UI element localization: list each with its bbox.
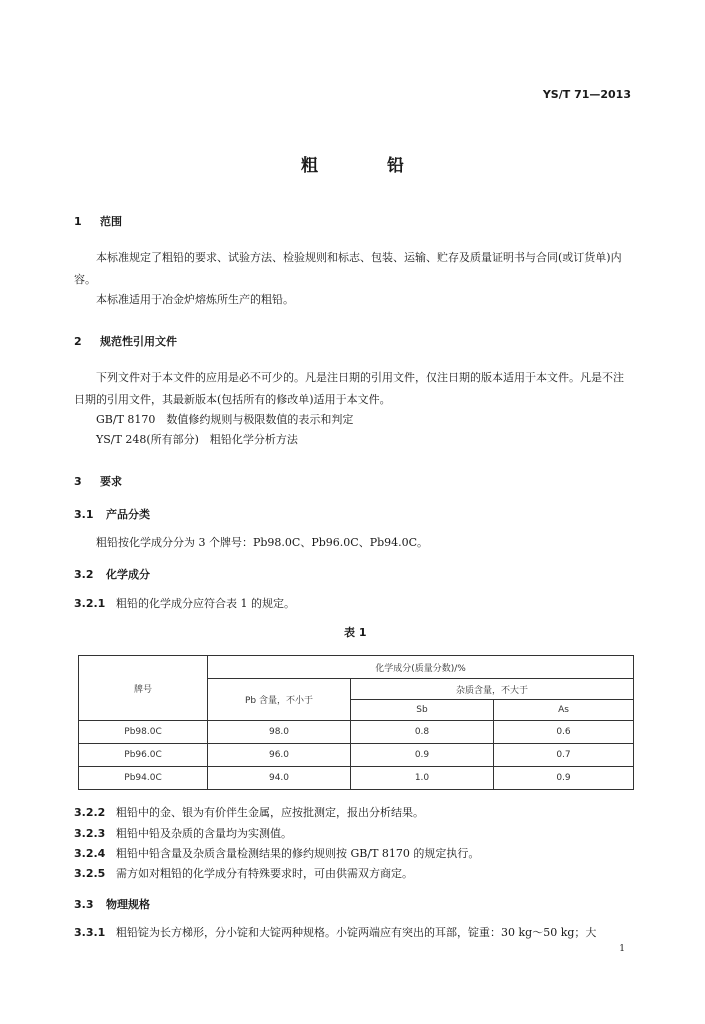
title-char-1: 粗	[301, 156, 318, 176]
clause-3-2-1	[74, 595, 295, 611]
clause-number: 3.2.4	[74, 847, 106, 860]
clause-text: 需方如对粗铅的化学成分有特殊要求时，可由供需双方商定。	[116, 867, 413, 880]
table-row	[79, 721, 634, 744]
section-3-1-paragraph: 粗铅按化学成分分为 3 个牌号：Pb98.0C、Pb96.0C、Pb94.0C。	[96, 536, 429, 549]
section-1-paragraph-1: 本标准规定了粗铅的要求、试验方法、检验规则和标志、包装、运输、贮存及质量证明书与合同(或订货单)内容。	[74, 251, 622, 286]
cell-as: 0.9	[494, 767, 634, 790]
cell-pb: 96.0	[208, 744, 351, 767]
section-1-heading	[74, 213, 122, 229]
header-chemical-composition: 化学成分(质量分数)/%	[208, 656, 634, 679]
clause-3-2-2	[74, 804, 424, 820]
clause-number: 3.2.2	[74, 806, 106, 819]
section-1-paragraph-2: 本标准适用于冶金炉熔炼所生产的粗铅。	[96, 293, 294, 306]
cell-sb: 1.0	[351, 767, 494, 790]
page-number: 1	[619, 944, 625, 954]
chemical-composition-table	[78, 655, 634, 790]
clause-number: 3.2.5	[74, 867, 106, 880]
section-title: 要求	[100, 475, 122, 488]
clause-text: 粗铅中铅含量及杂质含量检测结果的修约规则按 GB/T 8170 的规定执行。	[116, 847, 480, 860]
cell-grade: Pb96.0C	[79, 744, 208, 767]
clause-text: 粗铅的化学成分应符合表 1 的规定。	[116, 597, 295, 610]
clause-number: 3.2.3	[74, 827, 106, 840]
section-title: 范围	[100, 215, 122, 228]
header-as: As	[494, 700, 634, 721]
cell-sb: 0.8	[351, 721, 494, 744]
clause-number: 3.3.1	[74, 926, 106, 939]
cell-grade: Pb94.0C	[79, 767, 208, 790]
cell-pb: 94.0	[208, 767, 351, 790]
section-number: 3	[74, 475, 82, 488]
clause-3-2-5	[74, 865, 413, 881]
table-row	[79, 744, 634, 767]
table-row	[79, 767, 634, 790]
title-char-2: 铅	[387, 156, 404, 176]
section-2-heading	[74, 333, 177, 349]
section-2-paragraph-1: 下列文件对于本文件的应用是必不可少的。凡是注日期的引用文件，仅注日期的版本适用于本文件。凡是不注日期的引用文件，其最新版本(包括所有的修改单)适用于本文件。	[74, 371, 624, 406]
cell-as: 0.6	[494, 721, 634, 744]
document-code: YS/T 71—2013	[542, 88, 631, 101]
section-3-2-heading	[74, 566, 150, 582]
cell-pb: 98.0	[208, 721, 351, 744]
section-3-1-heading	[74, 506, 150, 522]
header-pb-content: Pb 含量，不小于	[208, 679, 351, 721]
cell-grade: Pb98.0C	[79, 721, 208, 744]
clause-3-2-4	[74, 845, 479, 861]
header-sb: Sb	[351, 700, 494, 721]
clause-number: 3.2.1	[74, 597, 106, 610]
cell-as: 0.7	[494, 744, 634, 767]
reference-2: YS/T 248(所有部分) 粗铅化学分析方法	[96, 433, 298, 446]
section-3-heading	[74, 473, 122, 489]
header-impurity: 杂质含量，不大于	[351, 679, 634, 700]
section-title: 规范性引用文件	[100, 335, 177, 348]
section-title: 产品分类	[106, 508, 150, 521]
section-title: 物理规格	[106, 898, 150, 911]
section-number: 3.3	[74, 898, 94, 911]
header-grade: 牌号	[79, 656, 208, 721]
section-number: 3.2	[74, 568, 94, 581]
clause-text: 粗铅中铅及杂质的含量均为实测值。	[116, 827, 292, 840]
section-number: 3.1	[74, 508, 94, 521]
clause-text: 粗铅锭为长方梯形，分小锭和大锭两种规格。小锭两端应有突出的耳部，锭重：30 kg～50 kg；大	[116, 926, 597, 939]
section-title: 化学成分	[106, 568, 150, 581]
table-caption: 表 1	[344, 626, 367, 639]
section-3-3-heading	[74, 896, 150, 912]
section-number: 1	[74, 215, 82, 228]
section-number: 2	[74, 335, 82, 348]
cell-sb: 0.9	[351, 744, 494, 767]
clause-text: 粗铅中的金、银为有价伴生金属，应按批测定，报出分析结果。	[116, 806, 424, 819]
clause-3-2-3	[74, 825, 292, 841]
clause-3-3-1	[74, 924, 596, 940]
reference-1: GB/T 8170 数值修约规则与极限数值的表示和判定	[96, 413, 354, 426]
